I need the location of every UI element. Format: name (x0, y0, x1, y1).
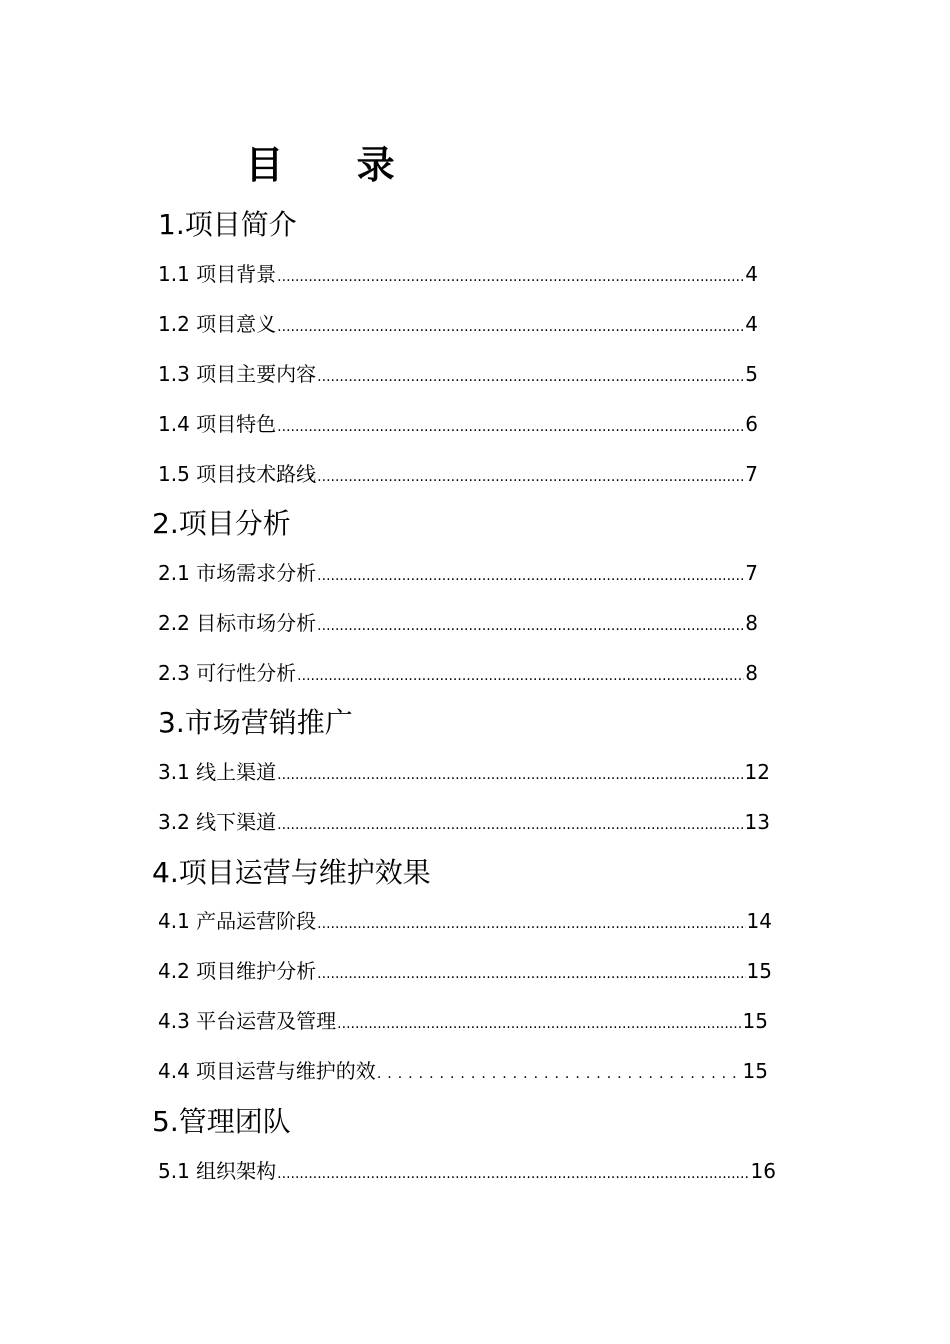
toc-entry-3-2[interactable] (158, 808, 770, 839)
dot-leader (317, 612, 744, 640)
dot-leader (317, 363, 744, 391)
dot-leader (317, 562, 744, 590)
dot-leader (377, 1060, 742, 1088)
toc-entry-label: 4.2 项目维护分析 (158, 959, 317, 983)
dot-leader (297, 662, 744, 690)
dot-leader (277, 1160, 749, 1188)
section-heading-3: 3.市场营销推广 (158, 706, 353, 739)
dot-leader (277, 313, 744, 341)
toc-entry-page: 6 (745, 412, 758, 436)
toc-entry-2-1[interactable] (158, 559, 758, 590)
toc-entry-4-4[interactable] (158, 1057, 768, 1088)
toc-entry-label: 2.2 目标市场分析 (158, 611, 317, 635)
dot-leader (277, 413, 744, 441)
dot-leader (277, 811, 743, 839)
toc-entry-label: 3.1 线上渠道 (158, 760, 277, 784)
section-heading-2: 2.项目分析 (152, 507, 291, 540)
toc-entry-5-1[interactable] (158, 1157, 776, 1188)
toc-entry-1-1[interactable] (158, 260, 758, 291)
toc-entry-page: 7 (745, 462, 758, 486)
dot-leader (277, 263, 744, 291)
toc-entry-label: 4.1 产品运营阶段 (158, 909, 317, 933)
toc-entry-4-1[interactable] (158, 907, 772, 938)
toc-entry-label: 2.1 市场需求分析 (158, 561, 317, 585)
toc-entry-page: 8 (745, 611, 758, 635)
toc-entry-1-3[interactable] (158, 360, 758, 391)
toc-entry-page: 13 (744, 810, 770, 834)
dot-leader (317, 910, 745, 938)
toc-entry-page: 14 (746, 909, 772, 933)
toc-entry-page: 16 (750, 1159, 776, 1183)
section-heading-5: 5.管理团队 (152, 1105, 291, 1138)
dot-leader (337, 1010, 741, 1038)
toc-entry-label: 1.5 项目技术路线 (158, 462, 317, 486)
toc-entry-4-3[interactable] (158, 1007, 768, 1038)
toc-entry-label-number: 4.4 (158, 1059, 190, 1083)
toc-entry-3-1[interactable] (158, 758, 770, 789)
toc-entry-page: 5 (745, 362, 758, 386)
toc-title: 目 录 (245, 143, 425, 187)
toc-entry-label: 1.1 项目背景 (158, 262, 277, 286)
toc-entry-label: 2.3 可行性分析 (158, 661, 297, 685)
toc-entry-label: 1.2 项目意义 (158, 312, 277, 336)
toc-entry-page: 15 (746, 959, 772, 983)
toc-entry-label: 1.4 项目特色 (158, 412, 277, 436)
toc-entry-page: 12 (744, 760, 770, 784)
toc-entry-label: 5.1 组织架构 (158, 1159, 277, 1183)
toc-entry-1-2[interactable] (158, 310, 758, 341)
toc-entry-page: 4 (745, 312, 758, 336)
toc-entry-page: 7 (745, 561, 758, 585)
toc-entry-4-2[interactable] (158, 957, 772, 988)
toc-entry-2-2[interactable] (158, 609, 758, 640)
toc-entry-page: 4 (745, 262, 758, 286)
toc-entry-label: 项目运营与维护的效 (195, 1059, 376, 1083)
toc-entry-page: 15 (742, 1059, 768, 1083)
toc-entry-page: 15 (742, 1009, 768, 1033)
section-heading-1: 1.项目简介 (158, 208, 297, 241)
dot-leader (277, 761, 743, 789)
toc-entry-page: 8 (745, 661, 758, 685)
toc-entry-2-3[interactable] (158, 659, 758, 690)
section-heading-4: 4.项目运营与维护效果 (152, 856, 431, 889)
toc-entry-1-4[interactable] (158, 410, 758, 441)
toc-entry-label: 1.3 项目主要内容 (158, 362, 317, 386)
toc-entry-1-5[interactable] (158, 460, 758, 491)
toc-entry-label: 3.2 线下渠道 (158, 810, 277, 834)
dot-leader (317, 960, 745, 988)
dot-leader (317, 463, 744, 491)
toc-entry-label: 4.3 平台运营及管理 (158, 1009, 337, 1033)
